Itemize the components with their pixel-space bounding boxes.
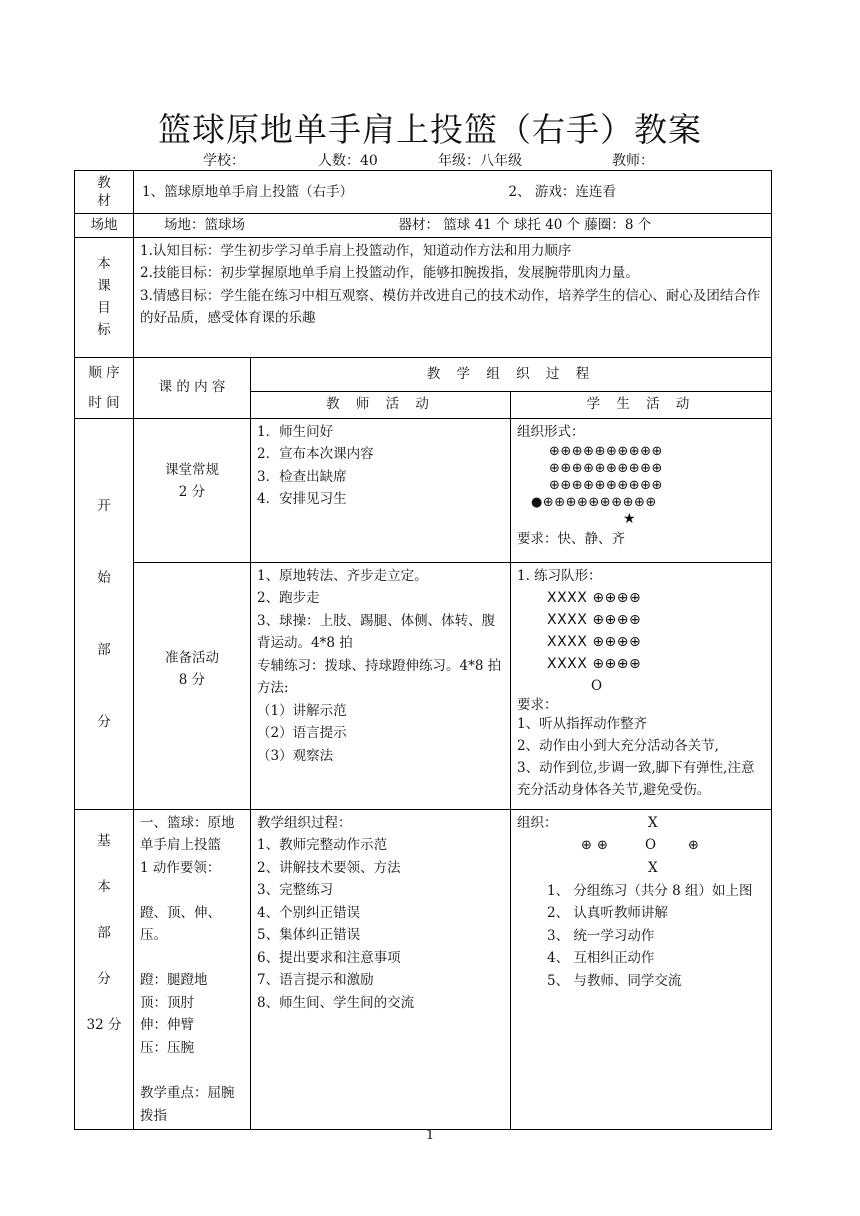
list-item: 6、提出要求和注意事项: [257, 949, 401, 966]
spacer: [140, 947, 244, 969]
basic-student: [511, 809, 772, 1130]
goal-cognitive: 1.认知目标：学生初步学习单手肩上投篮动作，知道动作方法和用力顺序: [140, 242, 572, 259]
basic-row: [75, 809, 772, 1130]
school-field: 学校：: [203, 153, 245, 169]
formation-row: ⊕⊕⊕⊕⊕⊕⊕⊕⊕⊕: [549, 444, 663, 459]
routine-title: 课堂常规: [165, 461, 219, 478]
content-line: 顶：顶肘: [140, 994, 194, 1011]
group-left: ⊕ ⊕: [581, 837, 609, 853]
list-item: 1、 分组练习（共分 8 组）如上图: [547, 882, 753, 899]
list-item: 1．师生问好: [257, 423, 334, 440]
formation-row: ⊕⊕⊕⊕⊕⊕⊕⊕⊕⊕: [549, 478, 663, 493]
list-item: 3、球操：上肢、踢腿、体侧、体转、腹背运动。4*8 拍: [257, 612, 496, 651]
document-title: 篮球原地单手肩上投篮（右手）教案: [158, 110, 702, 149]
goals-label: 本 课 目 标: [75, 237, 134, 357]
content-line: 蹬：腿蹬地: [140, 972, 208, 989]
page-number: 1: [425, 1128, 435, 1143]
formation-row: XXXX ⊕⊕⊕⊕: [547, 589, 642, 606]
content-line: 1 动作要领：: [140, 859, 221, 876]
equipment-text: 器材： 篮球 41 个 球托 40 个 藤圈：8 个: [398, 217, 652, 233]
header-row-1: [75, 357, 772, 391]
goals-content: [134, 237, 772, 357]
list-item: 4．安排见习生: [257, 491, 347, 507]
list-item: 3、 统一学习动作: [547, 927, 655, 944]
content-line: 压：压腕: [140, 1040, 194, 1057]
org-label: 组织：: [517, 814, 558, 831]
list-item: 2、动作由小到大充分活动各关节,: [517, 737, 719, 754]
routine-title-cell: [134, 418, 251, 562]
list-item: 1、原地转法、齐步走立定。: [257, 567, 428, 584]
start-part-label: 开 始 部 分: [75, 418, 134, 809]
list-item: 专辅练习：拨球、持球蹬伸练习。4*8 拍: [257, 657, 502, 674]
content-line: 一、篮球：原地单手肩上投篮: [140, 814, 235, 854]
list-item: （1）讲解示范: [257, 702, 347, 719]
formation-row: ●⊕⊕⊕⊕⊕⊕⊕⊕⊕⊕: [531, 495, 657, 510]
routine-requirement: 要求：快、静、齐: [517, 531, 625, 547]
material-label: 教 材: [75, 171, 134, 214]
formation-row: XXXX ⊕⊕⊕⊕: [547, 611, 642, 628]
list-item: 3、完整练习: [257, 882, 334, 898]
group-right: ⊕: [688, 837, 700, 853]
routine-teacher: [251, 418, 511, 562]
lesson-plan-table: [74, 170, 772, 1130]
content-line: 蹬、顶、伸、压。: [140, 904, 221, 944]
list-item: 7、语言提示和激励: [257, 972, 374, 988]
list-item: 3、动作到位,步调一致,脚下有弹性,注意充分活动身体各关节,避免受伤。: [517, 759, 755, 798]
goal-emotion: 3.情感目标：学生能在练习中相互观察、模仿并改进自己的技术动作，培养学生的信心、耐心及团结合作的好品质，感受体育课的乐趣: [140, 287, 761, 326]
x-top: X: [648, 814, 658, 831]
content-line: 教学重点：屈腕拨指: [140, 1084, 235, 1124]
warmup-title-cell: [134, 562, 251, 809]
order-time-header: 顺 序 时 间: [75, 357, 134, 418]
venue-text: 场地：篮球场: [164, 217, 245, 233]
info-line: [0, 150, 860, 170]
grade-field: 年级：八年级: [438, 153, 522, 169]
process-header: 教 学 组 织 过 程: [251, 357, 772, 391]
basic-teacher: [251, 809, 511, 1130]
venue-label: 场地: [75, 214, 134, 238]
goal-skill: 2.技能目标：初步掌握原地单手肩上投篮动作，能够扣腕拨指，发展腕带肌肉力量。: [140, 265, 639, 281]
basic-content: [134, 809, 251, 1130]
list-item: 8、师生间、学生间的交流: [257, 994, 415, 1011]
warmup-teacher: [251, 562, 511, 809]
content-line: 伸：伸臂: [140, 1017, 194, 1034]
warmup-student: [511, 562, 772, 809]
spacer: [140, 1060, 244, 1082]
teacher-o: O: [645, 836, 657, 853]
material-item-1: 1、篮球原地单手肩上投篮（右手）: [142, 183, 354, 200]
x-bottom: X: [648, 859, 658, 876]
group-diagram: [517, 812, 765, 880]
list-item: 4、个别纠正错误: [257, 904, 361, 921]
requirement-label: 要求：: [517, 696, 558, 713]
teacher-field: 教师：: [612, 153, 654, 169]
routine-time: 2 分: [178, 484, 206, 500]
student-list: [517, 880, 765, 993]
list-item: 3．检查出缺席: [257, 468, 347, 485]
count-field: 人数：40: [318, 153, 378, 169]
material-content: [134, 171, 772, 214]
content-header: 课 的 内 容: [134, 357, 251, 418]
list-item: （3）观察法: [257, 747, 334, 764]
list-item: 2、 认真听教师讲解: [547, 905, 668, 921]
material-row: [75, 171, 772, 214]
list-item: 5、 与教师、同学交流: [547, 972, 682, 989]
formation-row: XXXX ⊕⊕⊕⊕: [547, 633, 642, 650]
list-item: 2．宣布本次课内容: [257, 446, 374, 462]
star-icon: ★: [623, 511, 637, 527]
org-label: 组织形式：: [517, 423, 585, 440]
list-item: 5、集体纠正错误: [257, 927, 361, 943]
teacher-activity-header: 教 师 活 动: [251, 391, 511, 418]
basic-part-label: 基 本 部 分 32 分: [75, 809, 134, 1130]
formation-row: ⊕⊕⊕⊕⊕⊕⊕⊕⊕⊕: [549, 461, 663, 476]
formation-row: XXXX ⊕⊕⊕⊕: [547, 655, 642, 672]
goals-row: [75, 237, 772, 357]
spacer: [140, 880, 244, 902]
warmup-row: [75, 562, 772, 809]
list-item: 2、讲解技术要领、方法: [257, 859, 401, 876]
list-item: 1、教师完整动作示范: [257, 837, 388, 853]
material-item-2: 2、 游戏：连连看: [508, 183, 616, 200]
list-item: 2、跑步走: [257, 590, 320, 606]
routine-student: [511, 418, 772, 562]
list-item: （2）语言提示: [257, 725, 347, 741]
teacher-mark: O: [591, 677, 603, 694]
list-item: 方法:: [257, 680, 289, 696]
list-item: 4、 互相纠正动作: [547, 950, 655, 966]
warmup-time: 8 分: [178, 672, 206, 688]
routine-row: [75, 418, 772, 562]
list-item: 教学组织过程：: [257, 814, 352, 831]
student-activity-header: 学 生 活 动: [511, 391, 772, 418]
venue-row: [75, 214, 772, 238]
list-item: 1、听从指挥动作整齐: [517, 715, 648, 732]
formation-heading: 1. 练习队形：: [517, 567, 602, 584]
venue-content: [134, 214, 772, 238]
warmup-title: 准备活动: [165, 649, 219, 666]
